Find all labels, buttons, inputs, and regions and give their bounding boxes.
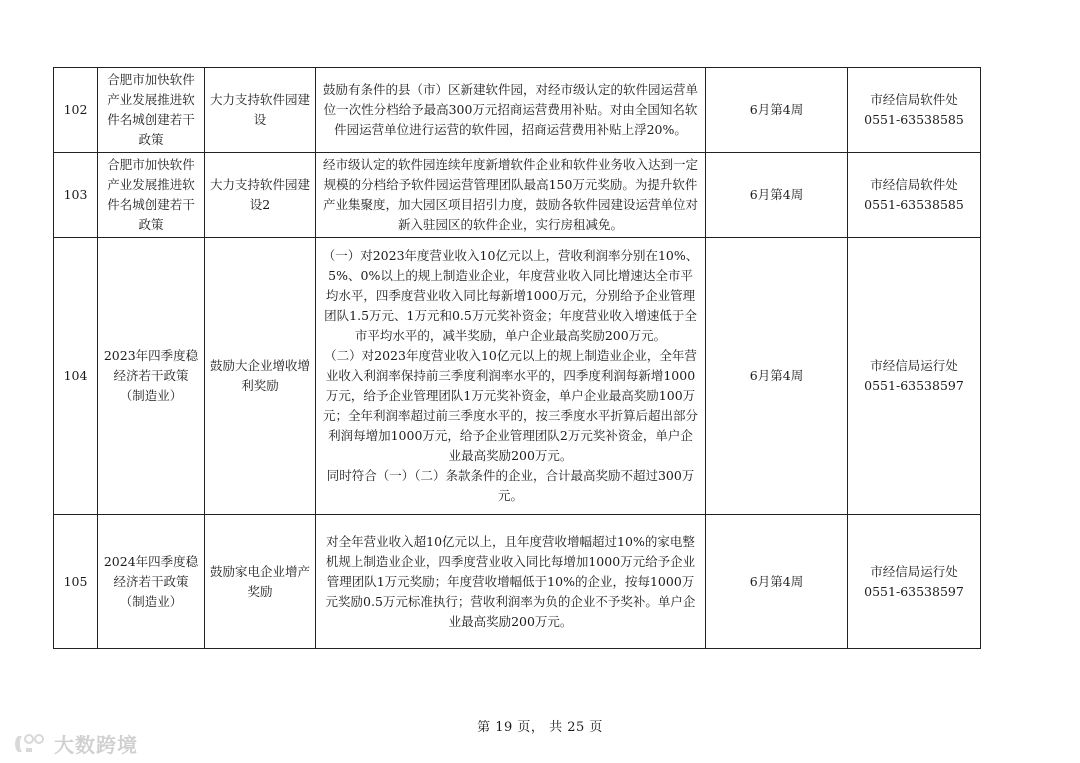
table-row bbox=[54, 153, 981, 238]
time-cell: 6月第4周 bbox=[706, 68, 848, 153]
contact-cell bbox=[848, 515, 981, 649]
policy-content bbox=[316, 68, 706, 153]
content-paragraph: 经市级认定的软件园连续年度新增软件企业和软件业务收入达到一定规模的分档给予软件园运营管理团队最高150万元奖励。为提升软件产业集聚度，加大园区项目招引力度，鼓励各软件园建设运营单位对新入驻园区的软件企业，实行房租减免。 bbox=[322, 157, 698, 232]
support-item: 大力支持软件园建设 bbox=[205, 68, 316, 153]
table-row bbox=[54, 68, 981, 153]
content-paragraph: 鼓励有条件的县（市）区新建软件园，对经市级认定的软件园运营单位一次性分档给予最高300万元招商运营费用补贴。对由全国知名软件园运营单位进行运营的软件园，招商运营费用补贴上浮20%。 bbox=[322, 82, 698, 137]
row-number: 103 bbox=[54, 153, 98, 238]
row-number: 104 bbox=[54, 238, 98, 515]
time-cell: 6月第4周 bbox=[706, 238, 848, 515]
watermark bbox=[12, 729, 138, 758]
phone-number: 0551-63538585 bbox=[864, 112, 964, 127]
support-item: 大力支持软件园建设2 bbox=[205, 153, 316, 238]
page-footer: 第 19 页， 共 25 页 bbox=[477, 720, 603, 735]
contact-cell bbox=[848, 68, 981, 153]
phone-number: 0551-63538597 bbox=[864, 583, 964, 599]
brand-logo-icon bbox=[12, 732, 48, 756]
contact-cell bbox=[848, 153, 981, 238]
policy-name: 合肥市加快软件产业发展推进软件名城创建若干政策 bbox=[98, 153, 205, 238]
phone-number: 0551-63538597 bbox=[864, 378, 964, 393]
contact-cell bbox=[848, 238, 981, 515]
policy-name: 2023年四季度稳经济若干政策（制造业） bbox=[98, 238, 205, 515]
department: 市经信局软件处 bbox=[870, 92, 958, 107]
policy-name: 2024年四季度稳经济若干政策（制造业） bbox=[98, 515, 205, 649]
policy-content bbox=[316, 153, 706, 238]
watermark-text: 大数跨境 bbox=[54, 733, 138, 757]
phone-number: 0551-63538585 bbox=[864, 197, 964, 212]
policy-content bbox=[316, 515, 706, 649]
department: 市经信局软件处 bbox=[870, 177, 958, 192]
time-cell: 6月第4周 bbox=[706, 515, 848, 649]
row-number: 105 bbox=[54, 515, 98, 649]
policy-name: 合肥市加快软件产业发展推进软件名城创建若干政策 bbox=[98, 68, 205, 153]
department: 市经信局运行处 bbox=[870, 358, 958, 373]
policy-content bbox=[316, 238, 706, 515]
policy-table bbox=[53, 67, 981, 649]
time-cell: 6月第4周 bbox=[706, 153, 848, 238]
support-item: 鼓励大企业增收增利奖励 bbox=[205, 238, 316, 515]
content-paragraph: 对全年营业收入超10亿元以上，且年度营收增幅超过10%的家电整机规上制造业企业，四季度营业收入同比每增加1000万元给予企业管理团队1万元奖励；年度营收增幅低于10%的企业，按每1000万元奖励0.5万元标准执行；营收利润率为负的企业不予奖补。单户企业最高奖励200万元。 bbox=[325, 533, 696, 629]
support-item: 鼓励家电企业增产奖励 bbox=[205, 515, 316, 649]
content-paragraph: （二）对2023年度营业收入10亿元以上的规上制造业企业，全年营业收入利润率保持前三季度利润率水平的，四季度利润每新增1000万元，给予企业管理团队1万元奖补资金，单户企业最高奖励100万元；全年利润率超过前三季度水平的，按三季度水平折算后超出部分利润每增加1000万元，给予企业管理团队2万元奖补资金，单户企业最高奖励200万元。 bbox=[322, 348, 698, 463]
content-paragraph: （一）对2023年度营业收入10亿元以上，营收利润率分别在10%、5%、0%以上的规上制造业企业，年度营业收入同比增速达全市平均水平，四季度营业收入同比每新增1000万元，分别给予企业管理团队1.5万元、1万元和0.5万元奖补资金；年度营业收入增速低于全市平均水平的，减半奖励，单户企业最高奖励200万元。 bbox=[322, 248, 699, 343]
department: 市经信局运行处 bbox=[870, 563, 958, 579]
content-paragraph: 同时符合（一）（二）条款条件的企业，合计最高奖励不超过300万元。 bbox=[326, 468, 695, 503]
table-row bbox=[54, 238, 981, 515]
row-number: 102 bbox=[54, 68, 98, 153]
table-row bbox=[54, 515, 981, 649]
